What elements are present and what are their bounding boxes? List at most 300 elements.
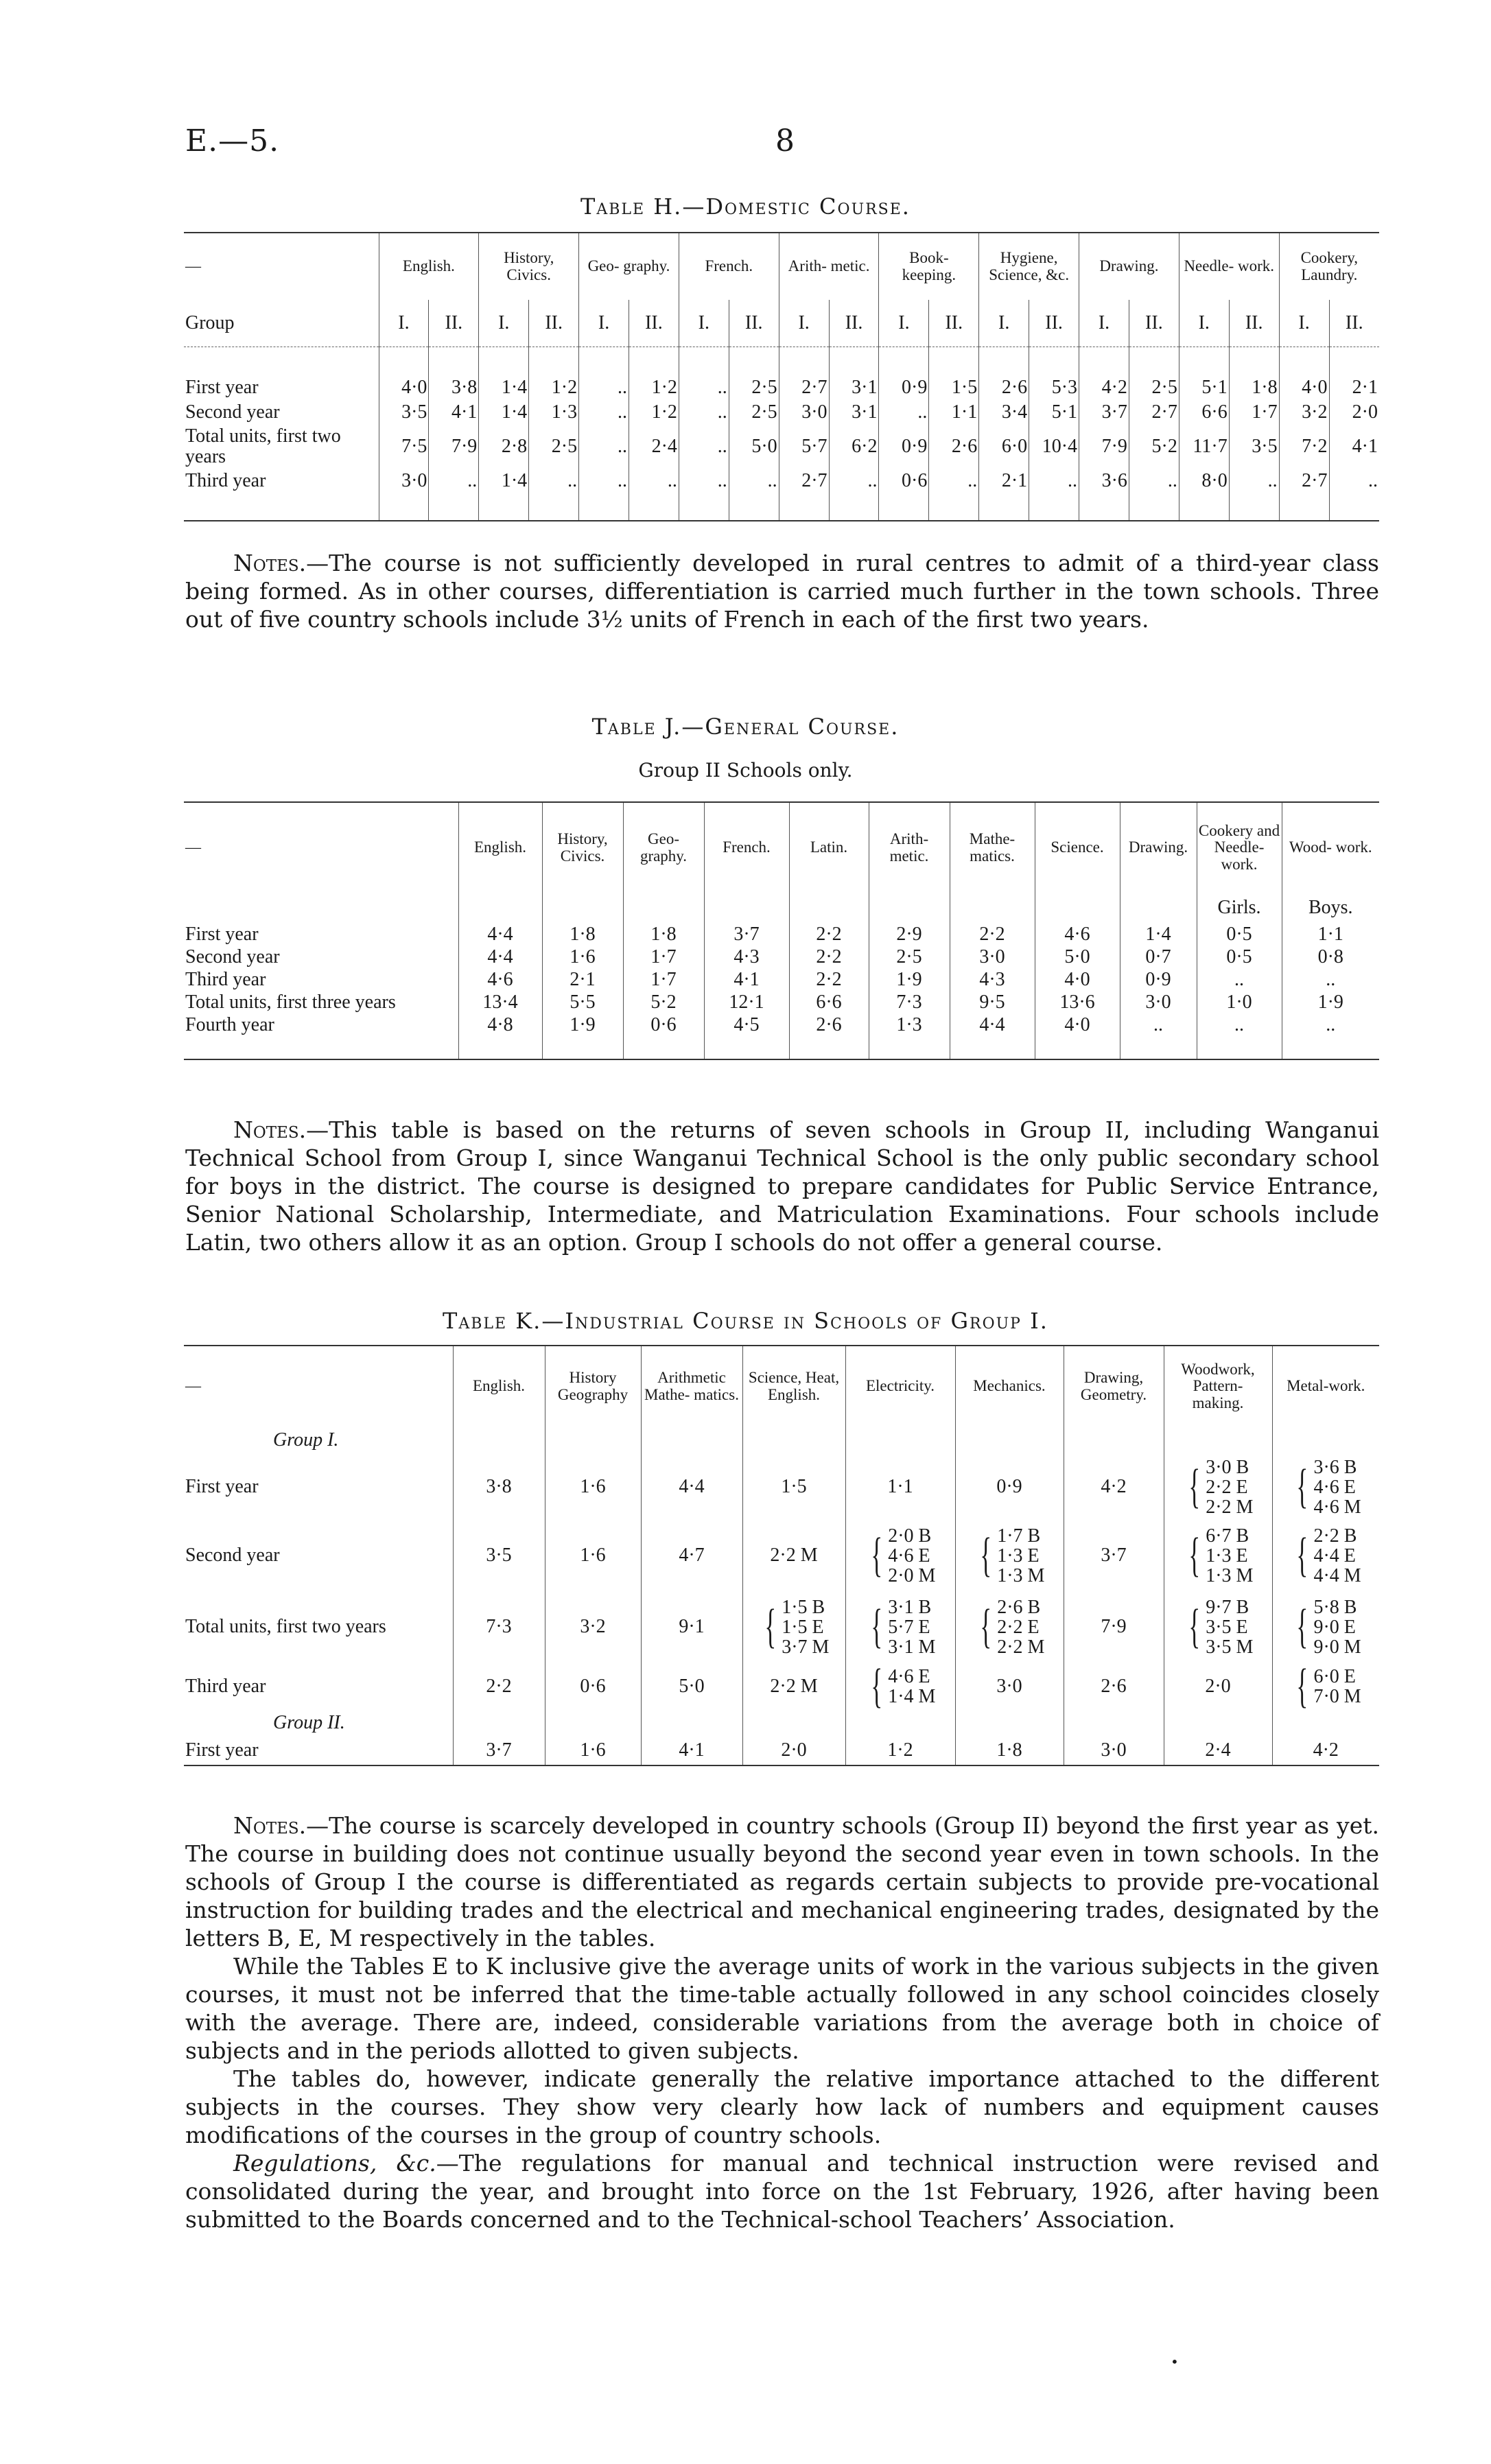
row-label: Third year — [185, 1676, 266, 1697]
notes-text: —The course is scarcely developed in country schools (Group II) beyond the first year as yet. The course in building does not continue usually beyond the second year even in town schools. In the schools of Group I the course is differentiated as regards certain subjects to provide pre-vocational instruction for building trades and the electrical and mechanical engineering trades, designated by the letters B, E, M respectively in the tables. — [185, 1812, 1379, 1951]
notes-lead: Notes. — [233, 1812, 307, 1839]
table-row — [184, 1013, 1379, 1036]
mechanics-value: 1·7 B — [997, 1525, 1041, 1547]
table-cell — [1164, 1591, 1272, 1663]
woodwork-value: 2·2 M — [1206, 1496, 1254, 1518]
table-cell: 13·4 — [458, 991, 542, 1013]
table-cell — [1164, 1520, 1272, 1591]
table-j-header: Latin. — [789, 802, 869, 893]
table-cell: 3·2 — [1279, 400, 1329, 425]
metal-value: 5·8 B — [1313, 1596, 1357, 1618]
table-j — [184, 801, 1379, 1060]
woodwork-value: 2·2 E — [1206, 1476, 1248, 1498]
table-cell: 4·4 — [641, 1454, 742, 1520]
table-cell: 4·0 — [379, 375, 429, 400]
boys-label: Boys. — [1282, 893, 1379, 923]
table-cell: .. — [1329, 469, 1379, 493]
table-cell: 4·2 — [1079, 375, 1129, 400]
group-column-label: I. — [379, 300, 429, 347]
mechanics-value: 2·6 B — [997, 1596, 1041, 1618]
brace-icon: { — [979, 1529, 991, 1582]
table-cell: 4·0 — [1279, 375, 1329, 400]
table-cell: 1·9 — [542, 1013, 623, 1036]
table-cell: 2·2 — [453, 1663, 545, 1711]
brace-icon: { — [764, 1600, 776, 1653]
table-j-header-stub: — — [184, 802, 458, 893]
mechanics-value: 2·2 E — [997, 1616, 1040, 1638]
table-cell: 2·2 M — [742, 1663, 845, 1711]
table-row — [184, 425, 1379, 469]
table-cell — [1272, 1591, 1379, 1663]
table-cell: 2·4 — [629, 425, 679, 469]
table-cell: 7·9 — [429, 425, 479, 469]
table-h-header: English. — [379, 233, 479, 300]
table-cell: 0·6 — [545, 1663, 641, 1711]
table-cell: 7·5 — [379, 425, 429, 469]
brace-icon: { — [1296, 1460, 1308, 1513]
table-cell: 1·8 — [1229, 375, 1279, 400]
table-cell: 2·1 — [1329, 375, 1379, 400]
table-cell: .. — [1229, 469, 1279, 493]
table-cell: 1·2 — [629, 375, 679, 400]
table-cell: 3·5 — [453, 1520, 545, 1591]
table-k-header: Science, Heat, English. — [742, 1346, 845, 1427]
table-cell: 1·6 — [545, 1454, 641, 1520]
table-cell: 0·5 — [1197, 923, 1282, 946]
row-label: Total units, first two years — [185, 425, 341, 467]
row-label: Second year — [185, 946, 280, 967]
table-cell: 4·0 — [1035, 968, 1120, 991]
table-cell: 4·2 — [1272, 1735, 1379, 1765]
table-cell: 3·0 — [1120, 991, 1197, 1013]
table-h-notes — [185, 549, 1379, 633]
table-cell: .. — [679, 469, 729, 493]
electricity-value: 2·0 M — [888, 1564, 936, 1586]
group-column-label: II. — [429, 300, 479, 347]
table-cell: 1·3 — [529, 400, 579, 425]
table-cell: 0·9 — [879, 425, 929, 469]
row-label: First year — [185, 1476, 259, 1497]
table-row — [184, 469, 1379, 493]
group-column-label: I. — [1179, 300, 1229, 347]
table-cell: 2·0 — [1164, 1663, 1272, 1711]
table-cell — [742, 1591, 845, 1663]
electricity-value: 4·6 E — [888, 1666, 930, 1687]
woodwork-value: 1·3 E — [1206, 1545, 1248, 1567]
table-h-header: Needle- work. — [1179, 233, 1279, 300]
table-j-header: Wood- work. — [1282, 802, 1379, 893]
table-cell: 2·2 — [789, 968, 869, 991]
table-cell: 0·9 — [955, 1454, 1064, 1520]
table-cell: 7·9 — [1064, 1591, 1164, 1663]
table-cell: 2·8 — [479, 425, 529, 469]
table-k-header: Arithmetic Mathe- matics. — [641, 1346, 742, 1427]
table-cell: 1·1 — [845, 1454, 955, 1520]
metal-value: 6·0 E — [1313, 1666, 1356, 1687]
table-cell: .. — [529, 469, 579, 493]
table-cell: 2·0 — [1329, 400, 1379, 425]
table-cell: 4·1 — [429, 400, 479, 425]
table-cell: .. — [729, 469, 779, 493]
row-label: Third year — [185, 470, 266, 491]
table-cell: 7·2 — [1279, 425, 1329, 469]
table-cell: 1·4 — [479, 400, 529, 425]
woodwork-value: 1·3 M — [1206, 1564, 1254, 1586]
table-cell: 5·0 — [641, 1663, 742, 1711]
group-heading: Group I. — [273, 1429, 339, 1451]
group-column-label: II. — [729, 300, 779, 347]
table-j-sublabel-row — [184, 893, 1379, 923]
table-j-header: Arith- metic. — [869, 802, 950, 893]
table-cell: 2·5 — [729, 375, 779, 400]
metal-value: 4·6 M — [1313, 1496, 1361, 1518]
table-cell: 6·0 — [979, 425, 1029, 469]
table-cell: 1·7 — [1229, 400, 1279, 425]
table-j-notes — [185, 1116, 1379, 1256]
group-column-label: I. — [579, 300, 629, 347]
notes-lead: Notes. — [233, 550, 307, 576]
table-cell: 1·5 — [742, 1454, 845, 1520]
row-label: Total units, first two years — [185, 1616, 386, 1637]
table-cell: 3·5 — [379, 400, 429, 425]
table-cell: 0·6 — [623, 1013, 704, 1036]
table-cell: 2·5 — [729, 400, 779, 425]
mechanics-value: 1·3 E — [997, 1545, 1040, 1567]
table-h — [184, 232, 1379, 521]
table-cell: 0·9 — [1120, 968, 1197, 991]
table-cell: 5·1 — [1029, 400, 1079, 425]
table-cell: .. — [1282, 1013, 1379, 1036]
table-cell: 1·8 — [623, 923, 704, 946]
table-k-header: English. — [453, 1346, 545, 1427]
group-column-label: I. — [1079, 300, 1129, 347]
woodwork-stack — [1206, 1597, 1253, 1657]
table-cell: 1·2 — [529, 375, 579, 400]
table-cell: 1·8 — [542, 923, 623, 946]
table-cell: 3·1 — [829, 400, 879, 425]
spacer-row — [184, 347, 1379, 375]
group-heading-row — [184, 1711, 1379, 1735]
metal-stack — [1313, 1667, 1361, 1706]
table-row — [184, 400, 1379, 425]
mechanics-stack — [997, 1526, 1044, 1586]
table-h-title: Table H.—Domestic Course. — [580, 193, 911, 220]
table-cell: 12·1 — [704, 991, 789, 1013]
row-label: First year — [185, 923, 259, 945]
brace-icon: { — [1188, 1529, 1200, 1582]
brace-icon: { — [1188, 1460, 1200, 1513]
table-cell: 2·1 — [542, 968, 623, 991]
footer-mark: • — [1171, 2354, 1179, 2370]
group-column-label: I. — [979, 300, 1029, 347]
table-cell: 4·2 — [1064, 1454, 1164, 1520]
notes-lead: Regulations, &c. — [233, 2150, 436, 2176]
row-label: Third year — [185, 968, 266, 990]
table-cell: 4·6 — [458, 968, 542, 991]
table-cell: 3·0 — [955, 1663, 1064, 1711]
brace-icon: { — [870, 1660, 882, 1713]
table-cell: .. — [579, 375, 629, 400]
table-j-subtitle: Group II Schools only. — [638, 759, 853, 782]
table-cell: 4·3 — [950, 968, 1035, 991]
science-stack — [782, 1597, 829, 1657]
table-cell: 1·7 — [623, 946, 704, 968]
table-cell: 1·3 — [869, 1013, 950, 1036]
group-column-label: II. — [1129, 300, 1179, 347]
notes-text: —This table is based on the returns of seven schools in Group II, including Wanganui Technical School from Group I, since Wanganui Technical School is the only public secondary school for boys in the district. The course is designed to prepare candidates for Public Service Entrance, Senior National Scholarship, Intermediate, and Matriculation Examinations. Four schools include Latin, two others allow it as an option. Group I schools do not offer a general course. — [185, 1116, 1379, 1256]
metal-stack — [1313, 1457, 1361, 1517]
metal-stack — [1313, 1597, 1361, 1657]
table-cell: .. — [429, 469, 479, 493]
table-cell: 2·7 — [779, 375, 829, 400]
electricity-value: 5·7 E — [888, 1616, 930, 1638]
metal-value: 4·4 M — [1313, 1564, 1361, 1586]
table-h-header: Cookery, Laundry. — [1279, 233, 1379, 300]
table-cell: 13·6 — [1035, 991, 1120, 1013]
table-cell: 1·5 — [929, 375, 979, 400]
metal-value: 7·0 M — [1313, 1686, 1361, 1707]
table-cell: .. — [579, 400, 629, 425]
row-label: Total units, first three years — [185, 991, 396, 1013]
table-cell: 1·6 — [545, 1735, 641, 1765]
brace-icon: { — [870, 1529, 882, 1582]
table-k-title: Table K.—Industrial Course in Schools of Group I. — [443, 1308, 1048, 1334]
table-cell: 1·9 — [1282, 991, 1379, 1013]
table-h-header: Arith- metic. — [779, 233, 879, 300]
table-cell: .. — [679, 425, 729, 469]
group-column-label: II. — [1329, 300, 1379, 347]
table-cell: .. — [829, 469, 879, 493]
table-cell: 3·0 — [1064, 1735, 1164, 1765]
table-h-header: History, Civics. — [479, 233, 579, 300]
table-h-header-row — [184, 233, 1379, 300]
table-row — [184, 946, 1379, 968]
metal-value: 4·4 E — [1313, 1545, 1356, 1567]
table-cell: 3·0 — [379, 469, 429, 493]
table-cell: .. — [1197, 1013, 1282, 1036]
table-cell: 2·4 — [1164, 1735, 1272, 1765]
table-cell: 2·6 — [929, 425, 979, 469]
row-label: First year — [184, 1735, 453, 1765]
woodwork-value: 6·7 B — [1206, 1525, 1249, 1547]
table-cell: 5·3 — [1029, 375, 1079, 400]
table-k-header: Drawing, Geometry. — [1064, 1346, 1164, 1427]
table-cell: 3·7 — [1079, 400, 1129, 425]
spacer-row — [184, 493, 1379, 521]
table-cell: 5·2 — [1129, 425, 1179, 469]
table-cell: .. — [929, 469, 979, 493]
table-cell: 2·5 — [869, 946, 950, 968]
electricity-stack — [888, 1597, 935, 1657]
table-cell: 5·1 — [1179, 375, 1229, 400]
notes-paragraph: The tables do, however, indicate generally the relative importance attached to the different subjects in the courses. They show very clearly how lack of numbers and equipment causes modifications of the courses in the group of country schools. — [185, 2065, 1379, 2148]
table-cell: 4·1 — [704, 968, 789, 991]
brace-icon: { — [870, 1600, 882, 1653]
table-cell: 1·2 — [845, 1735, 955, 1765]
table-cell: .. — [679, 375, 729, 400]
table-cell: 3·7 — [1064, 1520, 1164, 1591]
table-cell: 3·6 — [1079, 469, 1129, 493]
electricity-value: 1·4 M — [888, 1686, 936, 1707]
table-cell — [955, 1520, 1064, 1591]
report-code: E.—5. — [185, 124, 280, 159]
table-cell: .. — [579, 425, 629, 469]
table-cell: 1·4 — [479, 469, 529, 493]
woodwork-value: 3·5 E — [1206, 1616, 1248, 1638]
table-cell: 3·5 — [1229, 425, 1279, 469]
group-label: Group — [184, 300, 379, 347]
table-cell: 0·6 — [879, 469, 929, 493]
row-label: Fourth year — [185, 1013, 274, 1035]
table-j-header: Geo- graphy. — [623, 802, 704, 893]
table-cell: 5·2 — [623, 991, 704, 1013]
table-cell: 3·0 — [950, 946, 1035, 968]
spacer-row — [184, 1036, 1379, 1059]
table-cell: .. — [879, 400, 929, 425]
table-cell: .. — [629, 469, 679, 493]
table-cell: 2·7 — [779, 469, 829, 493]
brace-icon: { — [1296, 1529, 1308, 1582]
table-cell: 3·8 — [453, 1454, 545, 1520]
metal-value: 9·0 E — [1313, 1616, 1356, 1638]
table-cell: 3·7 — [453, 1735, 545, 1765]
table-cell: 4·0 — [1035, 1013, 1120, 1036]
table-k-header-row — [184, 1346, 1379, 1427]
table-cell: 4·1 — [1329, 425, 1379, 469]
table-cell: 3·7 — [704, 923, 789, 946]
table-cell: 8·0 — [1179, 469, 1229, 493]
table-cell — [955, 1591, 1064, 1663]
table-h-header: Hygiene, Science, &c. — [979, 233, 1079, 300]
table-h-header: French. — [679, 233, 779, 300]
table-cell: 1·4 — [1120, 923, 1197, 946]
table-h-header: Drawing. — [1079, 233, 1179, 300]
table-j-header: English. — [458, 802, 542, 893]
notes-text: —The course is not sufficiently developed in rural centres to admit of a third-year class being formed. As in other courses, differentiation is carried much further in the town schools. Three out of five country schools include 3½ units of French in each of the first two years. — [185, 550, 1379, 633]
group-column-label: I. — [779, 300, 829, 347]
table-k-notes — [185, 1811, 1379, 2233]
table-cell: 9·1 — [641, 1591, 742, 1663]
table-cell: 10·4 — [1029, 425, 1079, 469]
table-cell: 4·5 — [704, 1013, 789, 1036]
table-cell: .. — [1129, 469, 1179, 493]
woodwork-value: 9·7 B — [1206, 1596, 1249, 1618]
science-value: 3·7 M — [782, 1636, 830, 1658]
table-cell: 7·9 — [1079, 425, 1129, 469]
electricity-stack — [888, 1526, 935, 1586]
metal-stack — [1313, 1526, 1361, 1586]
table-cell: 1·6 — [542, 946, 623, 968]
electricity-value: 3·1 B — [888, 1596, 932, 1618]
table-cell: 4·4 — [458, 946, 542, 968]
group-column-label: II. — [629, 300, 679, 347]
table-cell: 1·2 — [629, 400, 679, 425]
table-cell: 1·1 — [929, 400, 979, 425]
group-column-label: II. — [829, 300, 879, 347]
metal-value: 3·6 B — [1313, 1456, 1357, 1478]
group-column-label: I. — [1279, 300, 1329, 347]
table-k-header: Mechanics. — [955, 1346, 1064, 1427]
table-row — [184, 1735, 1379, 1765]
table-cell: 1·6 — [545, 1520, 641, 1591]
group-column-label: II. — [1229, 300, 1279, 347]
brace-icon: { — [979, 1600, 991, 1653]
table-cell: 5·5 — [542, 991, 623, 1013]
table-row — [184, 1663, 1379, 1711]
table-cell: 4·6 — [1035, 923, 1120, 946]
table-cell — [845, 1591, 955, 1663]
table-h-group-row — [184, 300, 1379, 347]
electricity-value: 2·0 B — [888, 1525, 932, 1547]
table-cell: .. — [679, 400, 729, 425]
table-cell: .. — [1197, 968, 1282, 991]
table-cell: 2·0 — [742, 1735, 845, 1765]
table-cell — [1272, 1520, 1379, 1591]
table-cell: .. — [1120, 1013, 1197, 1036]
table-cell: 1·4 — [479, 375, 529, 400]
table-row — [184, 968, 1379, 991]
table-cell: 3·8 — [429, 375, 479, 400]
table-cell: 3·2 — [545, 1591, 641, 1663]
table-h-header-stub: — — [184, 233, 379, 300]
table-cell — [845, 1520, 955, 1591]
table-cell: 4·7 — [641, 1520, 742, 1591]
table-cell: 4·8 — [458, 1013, 542, 1036]
mechanics-value: 1·3 M — [997, 1564, 1045, 1586]
table-cell: 2·2 — [950, 923, 1035, 946]
table-cell: 6·2 — [829, 425, 879, 469]
notes-paragraph: While the Tables E to K inclusive give the average units of work in the various subjects in the given courses, it must not be inferred that the time-table actually followed in any school coincides closely with the average. There are, indeed, considerable variations from the average both in choice of subjects and in the periods allotted to given subjects. — [185, 1953, 1379, 2064]
table-h-header: Geo- graphy. — [579, 233, 679, 300]
group-column-label: I. — [879, 300, 929, 347]
woodwork-stack — [1206, 1526, 1253, 1586]
woodwork-value: 3·5 M — [1206, 1636, 1254, 1658]
table-cell: 2·6 — [789, 1013, 869, 1036]
table-cell — [845, 1660, 955, 1713]
group-column-label: II. — [929, 300, 979, 347]
girls-label: Girls. — [1197, 893, 1282, 923]
table-cell: 5·0 — [729, 425, 779, 469]
table-h-header: Book- keeping. — [879, 233, 979, 300]
table-cell: 2·6 — [979, 375, 1029, 400]
table-cell: 4·4 — [458, 923, 542, 946]
table-cell: 3·1 — [829, 375, 879, 400]
brace-icon: { — [1296, 1600, 1308, 1653]
row-label: First year — [185, 377, 259, 398]
table-cell: .. — [579, 469, 629, 493]
table-j-title: Table J.—General Course. — [591, 714, 900, 740]
table-cell: 2·2 M — [742, 1520, 845, 1591]
table-cell: 6·6 — [1179, 400, 1229, 425]
table-row — [184, 991, 1379, 1013]
table-cell — [1272, 1454, 1379, 1520]
table-cell: 0·5 — [1197, 946, 1282, 968]
mechanics-value: 2·2 M — [997, 1636, 1045, 1658]
table-cell: 5·7 — [779, 425, 829, 469]
mechanics-stack — [997, 1597, 1044, 1657]
table-cell: 4·3 — [704, 946, 789, 968]
brace-icon: { — [1296, 1660, 1308, 1713]
electricity-stack — [888, 1667, 935, 1706]
group-column-label: II. — [529, 300, 579, 347]
table-k-header-stub: — — [184, 1346, 453, 1427]
table-cell: 5·0 — [1035, 946, 1120, 968]
table-cell: 0·9 — [879, 375, 929, 400]
group-column-label: II. — [1029, 300, 1079, 347]
table-k — [184, 1345, 1379, 1766]
table-cell: 2·2 — [789, 946, 869, 968]
notes-lead: Notes. — [233, 1116, 307, 1143]
